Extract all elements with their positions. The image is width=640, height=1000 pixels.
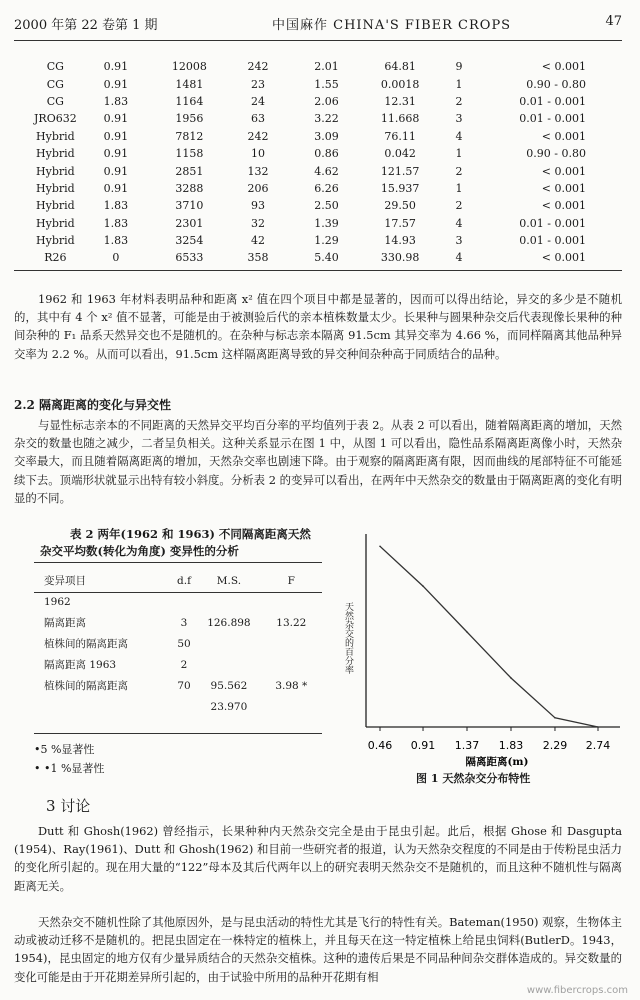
table-cell: 1956 xyxy=(175,112,204,126)
anova-cell xyxy=(261,654,322,675)
anova-cell xyxy=(34,696,171,717)
table-cell: 242 xyxy=(247,60,269,74)
issue-info: 2000 年第 22 卷第 1 期 xyxy=(14,18,158,33)
table-cell: Hybrid xyxy=(36,234,75,248)
anova-cell: 1962 xyxy=(44,595,71,608)
table-cell: 2 xyxy=(455,164,463,178)
table-2-bottom-rule xyxy=(34,733,322,734)
table-cell: Hybrid xyxy=(36,147,75,161)
anova-cell: 50 xyxy=(177,637,191,650)
table-cell: 1 xyxy=(455,147,463,161)
table-cell: 2.06 xyxy=(314,94,339,108)
anova-cell: 70 xyxy=(177,679,191,692)
chart-x-tick-label: 0.91 xyxy=(410,739,436,752)
anova-cell: 23.970 xyxy=(210,700,248,713)
table-cell: CG xyxy=(46,60,64,74)
figure-1-chart xyxy=(336,522,626,782)
table-cell: 17.57 xyxy=(384,216,416,230)
anova-cell: 3 xyxy=(180,616,188,629)
paragraph-1: 1962 和 1963 年材料表明品种和距离 x² 值在四个项目中都是显著的，因而可以得出结论，异交的多少是不随机的，其中有 4 个 x² 值不显著，可能是由于被测验后代的亲本植株数量太少。长果种与圆果种杂交后代表现像长果种的种间杂种的 F₁ 品系天然异交也不是随机的。在杂种与标志亲本隔离 91.5cm 其异交率为 4.66 %，而同样隔离其他品种异交率为 2.2 %。从而可以看出，91.5cm 这样隔离距离导致的异交种间杂种高于同质结合的品种。 xyxy=(14,292,622,361)
table-cell: Hybrid xyxy=(36,164,75,178)
anova-cell: 隔离距离 1963 xyxy=(44,659,117,671)
table-cell: 0.91 xyxy=(103,77,129,91)
table-cell: 2301 xyxy=(175,216,204,230)
anova-header-ms: M.S. xyxy=(216,574,242,587)
chart-point xyxy=(379,545,381,547)
anova-cell: 2 xyxy=(180,658,188,671)
table-cell: 0.042 xyxy=(384,147,416,161)
table-cell: 3 xyxy=(455,112,463,126)
table-row xyxy=(34,215,594,232)
table-row xyxy=(34,93,594,110)
table-cell: 1 xyxy=(455,77,463,91)
table-row xyxy=(34,128,594,145)
table-cell: 4 xyxy=(455,251,463,265)
table-cell: 0.86 xyxy=(314,147,339,161)
chart-point xyxy=(510,677,512,679)
table-cell: 32 xyxy=(251,216,266,230)
table-cell: 2 xyxy=(455,199,463,213)
table-cell: 3254 xyxy=(175,234,204,248)
table-row xyxy=(34,232,594,249)
chart-svg xyxy=(336,522,626,767)
anova-header-row xyxy=(34,570,322,591)
page-number: 47 xyxy=(605,14,622,29)
anova-row xyxy=(34,633,322,654)
anova-row xyxy=(34,591,322,612)
table-cell: 2.50 xyxy=(314,199,339,213)
table-cell: 1.83 xyxy=(103,199,129,213)
table-cell: 3.09 xyxy=(314,129,339,143)
table-cell: 0.01 - 0.001 xyxy=(519,216,586,230)
table-cell: 64.81 xyxy=(384,60,416,74)
anova-cell: 126.898 xyxy=(207,616,251,629)
table-cell: Hybrid xyxy=(36,199,75,213)
anova-cell xyxy=(261,696,322,717)
table-2-top-rule xyxy=(34,562,322,563)
table-cell: 63 xyxy=(251,112,266,126)
chart-x-tick-label: 2.29 xyxy=(542,739,568,752)
anova-cell xyxy=(197,654,261,675)
figure-1-caption: 图 1 天然杂交分布特性 xyxy=(416,772,531,785)
table-cell: 1.83 xyxy=(103,216,129,230)
table-cell: JRO632 xyxy=(34,112,77,126)
table-cell: 330.98 xyxy=(380,251,420,265)
journal-title: 中国麻作 CHINA'S FIBER CROPS xyxy=(272,18,512,33)
header-rule xyxy=(14,40,622,41)
anova-row xyxy=(34,612,322,633)
anova-row xyxy=(34,654,322,675)
table-cell: 0.90 - 0.80 xyxy=(526,77,586,91)
running-header xyxy=(14,14,622,38)
table-cell: 0.90 - 0.80 xyxy=(526,147,586,161)
section-2-2-heading: 2.2 隔离距离的变化与异交性 xyxy=(14,398,172,412)
table-cell: 42 xyxy=(251,234,266,248)
table-cell: 1158 xyxy=(175,147,204,161)
chi-square-table xyxy=(34,58,594,267)
chart-y-label: 天然杂交的百分率 xyxy=(343,602,353,674)
chart-series-line xyxy=(380,546,598,727)
table-cell: 2851 xyxy=(175,164,204,178)
table-cell: 12008 xyxy=(171,60,207,74)
table-cell: 242 xyxy=(247,129,269,143)
table-cell: 121.57 xyxy=(380,164,420,178)
chart-x-tick-label: 1.83 xyxy=(498,739,524,752)
table-cell: 1481 xyxy=(175,77,204,91)
table-cell: 206 xyxy=(247,181,269,195)
table-cell: 0.91 xyxy=(103,112,129,126)
section-3-heading: 3 讨论 xyxy=(46,797,91,815)
table-cell: 0.91 xyxy=(103,129,129,143)
table-cell: 0.91 xyxy=(103,60,129,74)
table-cell: CG xyxy=(46,94,64,108)
table-cell: 3 xyxy=(455,234,463,248)
chart-point xyxy=(422,585,424,587)
anova-header-source: 变异项目 xyxy=(44,575,86,587)
note-5-percent: •5 %显著性 xyxy=(34,743,95,756)
table-row xyxy=(34,197,594,214)
anova-cell: 3.98 * xyxy=(275,679,308,692)
anova-cell xyxy=(171,696,197,717)
table-cell: Hybrid xyxy=(36,129,75,143)
table-cell: Hybrid xyxy=(36,216,75,230)
table-bottom-rule xyxy=(14,270,622,271)
table-cell: 14.93 xyxy=(384,234,416,248)
table-2-title: 表 2 两年(1962 和 1963) 不同隔离距离天然 xyxy=(70,527,311,541)
table-cell: 1.29 xyxy=(314,234,339,248)
table-cell: 4 xyxy=(455,216,463,230)
chart-point xyxy=(466,631,468,633)
table-2-header-rule xyxy=(34,592,322,593)
chart-point xyxy=(554,717,556,719)
table-cell: 15.937 xyxy=(380,181,420,195)
table-cell: 6533 xyxy=(175,251,204,265)
table-cell: 2.01 xyxy=(314,60,339,74)
anova-cell: 植株间的隔离距离 xyxy=(44,638,128,650)
table-cell: 0.01 - 0.001 xyxy=(519,234,586,248)
table-cell: 132 xyxy=(247,164,269,178)
chart-x-tick-label: 0.46 xyxy=(367,739,393,752)
table-cell: 1.83 xyxy=(103,234,129,248)
table-cell: < 0.001 xyxy=(541,60,586,74)
table-cell: 29.50 xyxy=(384,199,416,213)
table-cell: < 0.001 xyxy=(541,251,586,265)
table-row xyxy=(34,180,594,197)
note-1-percent: • •1 %显著性 xyxy=(34,762,105,775)
anova-cell: 95.562 xyxy=(210,679,248,692)
table-cell: 1.55 xyxy=(314,77,339,91)
table-cell: 93 xyxy=(251,199,266,213)
table-row xyxy=(34,145,594,162)
table-cell: 5.40 xyxy=(314,251,339,265)
table-cell: 0.91 xyxy=(103,181,129,195)
table-row xyxy=(34,110,594,127)
table-cell: 1 xyxy=(455,181,463,195)
anova-cell: 13.22 xyxy=(276,616,307,629)
table-cell: 0.0018 xyxy=(380,77,420,91)
table-cell: < 0.001 xyxy=(541,199,586,213)
chart-x-tick-label: 2.74 xyxy=(585,739,611,752)
table-row xyxy=(34,249,594,266)
table-cell: 0 xyxy=(112,251,120,265)
anova-row xyxy=(34,675,322,696)
anova-cell xyxy=(171,591,197,612)
anova-cell xyxy=(197,591,261,612)
anova-cell: 植株间的隔离距离 xyxy=(44,680,128,692)
table-cell: 0.91 xyxy=(103,164,129,178)
table-cell: Hybrid xyxy=(36,181,75,195)
chart-x-tick-label: 1.37 xyxy=(454,739,480,752)
table-cell: 11.668 xyxy=(380,112,420,126)
table-cell: 0.01 - 0.001 xyxy=(519,112,586,126)
anova-row xyxy=(34,696,322,717)
table-cell: 23 xyxy=(251,77,266,91)
table-row xyxy=(34,58,594,75)
table-cell: 3.22 xyxy=(314,112,339,126)
anova-cell xyxy=(261,633,322,654)
table-cell: 0.01 - 0.001 xyxy=(519,94,586,108)
anova-header-f: F xyxy=(287,574,295,587)
site-watermark: www.fibercrops.com xyxy=(526,985,628,996)
table-cell: < 0.001 xyxy=(541,164,586,178)
table-cell: 24 xyxy=(251,94,266,108)
table-cell: R26 xyxy=(44,251,67,265)
anova-header-df: d.f xyxy=(177,574,191,587)
table-cell: 4 xyxy=(455,129,463,143)
anova-cell xyxy=(261,591,322,612)
anova-cell xyxy=(197,633,261,654)
table-cell: 76.11 xyxy=(384,129,416,143)
table-row xyxy=(34,75,594,92)
table-cell: 10 xyxy=(251,147,266,161)
table-cell: 2 xyxy=(455,94,463,108)
table-cell: < 0.001 xyxy=(541,181,586,195)
table-cell: 358 xyxy=(247,251,269,265)
table-cell: 6.26 xyxy=(314,181,339,195)
table-cell: 7812 xyxy=(175,129,204,143)
table-cell: 1.39 xyxy=(314,216,339,230)
table-cell: CG xyxy=(46,77,64,91)
table-cell: 9 xyxy=(455,60,463,74)
table-cell: 3710 xyxy=(175,199,204,213)
anova-cell: 隔离距离 xyxy=(44,617,86,629)
paragraph-2: 与显性标志亲本的不同距离的天然异交平均百分率的平均值列于表 2。从表 2 可以看出，随着隔离距离的增加，天然杂交的数量也随之减少，二者呈负相关。这种关系显示在图 1 中，从图 1 可以看出，隐性品系隔离距离像小时，天然杂交率最大，而且随着隔离距离的增加，天然杂交率也剧速下降。由于观察的隔离距离有限，因而曲线的尾部特征不可能延续下去。顶端形状就显示出特有较小斜度。分析表 2 的变异可以看出，在两年中天然杂交的数量由于隔离距离的变化有明显的不同。 xyxy=(14,418,622,505)
table-cell: < 0.001 xyxy=(541,129,586,143)
table-2-subtitle: 杂交平均数(转化为角度) 变异性的分析 xyxy=(40,544,239,558)
table-cell: 0.91 xyxy=(103,147,129,161)
paragraph-3: Dutt 和 Ghosh(1962) 曾经指示，长果种种内天然杂交完全是由于昆虫引起。此后，根据 Ghose 和 Dasgupta (1954)、Ray(1961)、Dutt 和 Ghosh(1962) 和目前一些研究者的报道，认为天然杂交程度的不同是由于传粉昆虫活力的变化所引起的。现在用大量的“122”母本及其后代两年以上的研究表明天然杂交不是随机的，而且这种不随机性与隔离距离无关。 xyxy=(14,824,622,893)
paragraph-4: 天然杂交不随机性除了其他原因外，是与昆虫活动的特性尤其是飞行的特性有关。Bateman(1950) 观察，生物体主动或被动迁移不是随机的。把昆虫固定在一株特定的植株上，并且每天在这一特定植株上给昆虫饲料(ButlerD。1943，1954)，昆虫固定的地方仅有少量异质结合的天然杂交植株。这种的遗传后果是不同品种间杂交群体造成的。异交数量的变化可能是由于开花期差异所引起的，由于试验中所用的品种开花期有相 xyxy=(14,915,622,984)
table-cell: 4.62 xyxy=(314,164,339,178)
table-row xyxy=(34,162,594,179)
table-cell: 1164 xyxy=(175,94,204,108)
table-cell: 12.31 xyxy=(384,94,416,108)
table-cell: 1.83 xyxy=(103,94,129,108)
chart-x-label: 隔离距离(m) xyxy=(465,756,529,767)
table-cell: 3288 xyxy=(175,181,204,195)
